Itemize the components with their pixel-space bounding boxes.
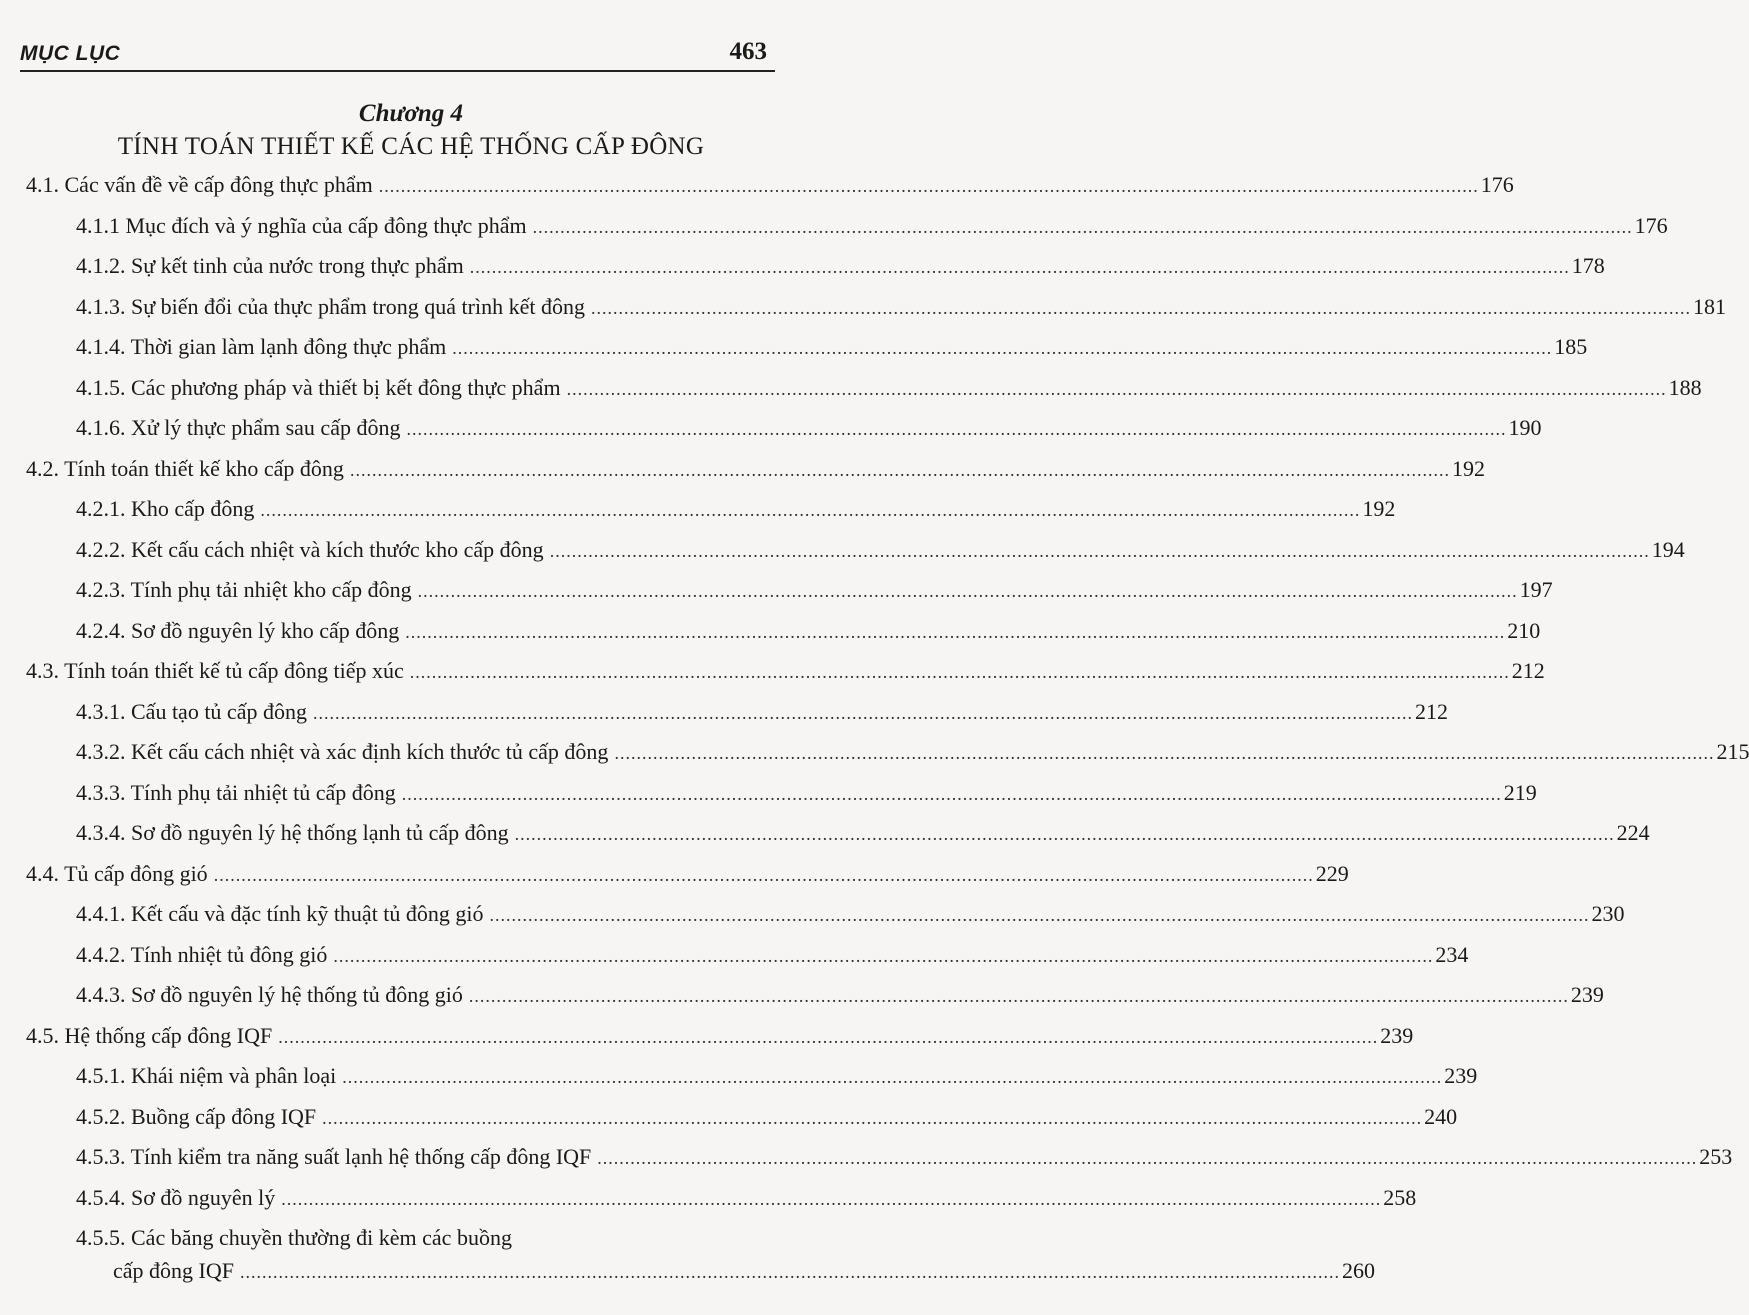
toc-entry	[76, 209, 1668, 243]
toc-leader-dots: ........................................................................................................................................................................................................	[614, 743, 1715, 763]
header-section-title: MỤC LỤC	[20, 42, 121, 65]
toc-leader-dots: ........................................................................................................................................................................................................	[312, 702, 1413, 723]
toc-page-number: 219	[1503, 779, 1537, 805]
toc-page-number: 185	[1554, 334, 1588, 359]
toc-entry-text: 4.4. Tủ cấp đông gió	[26, 860, 208, 886]
toc-page-number: 176	[1634, 212, 1668, 238]
toc-leader-dots: ........................................................................................................................................................................................................	[333, 945, 1434, 966]
toc-entry	[76, 1059, 1478, 1093]
toc-leader-dots: ........................................................................................................................................................................................................	[597, 1148, 1698, 1168]
toc-entry-text: 4.5. Hệ thống cấp đông IQF	[26, 1022, 273, 1048]
toc-entry-text: 4.4.2. Tính nhiệt tủ đông gió	[76, 941, 328, 967]
toc-entry-text: 4.5.2. Buồng cấp đông IQF	[76, 1103, 317, 1129]
toc-page-number: 224	[1616, 820, 1650, 845]
toc-entry-text: 4.2.4. Sơ đồ nguyên lý kho cấp đông	[76, 617, 400, 643]
toc-leader-dots: ........................................................................................................................................................................................................	[566, 378, 1667, 399]
toc-page-number: 240	[1424, 1103, 1458, 1129]
toc-entry-text: 4.1.4. Thời gian làm lạnh đông thực phẩm	[76, 334, 447, 359]
toc-page-number: 178	[1571, 253, 1605, 278]
toc-page-number: 188	[1668, 374, 1702, 400]
toc-entry-text: 4.1.1 Mục đích và ý nghĩa của cấp đông thực phẩm	[76, 212, 527, 238]
toc-leader-dots: ........................................................................................................................................................................................................	[213, 864, 1314, 885]
toc-entry-text: 4.5.5. Các băng chuyền thường đi kèm các buồng	[76, 1225, 512, 1250]
toc-page-number: 212	[1414, 698, 1448, 724]
toc-entry-text: 4.5.4. Sơ đồ nguyên lý	[76, 1184, 276, 1210]
toc-entry	[76, 371, 1702, 405]
toc-leader-dots: ........................................................................................................................................................................................................	[342, 1067, 1443, 1087]
toc-entry-text: 4.2.1. Kho cấp đông	[76, 496, 255, 521]
toc-page-number: 212	[1511, 658, 1545, 683]
toc-page-number: 230	[1591, 901, 1625, 926]
toc-leader-dots: ........................................................................................................................................................................................................	[409, 662, 1510, 682]
toc-entry	[26, 857, 1349, 891]
toc-leader-dots: ........................................................................................................................................................................................................	[591, 297, 1691, 318]
toc-leader-dots: ........................................................................................................................................................................................................	[401, 783, 1502, 804]
toc-page-number: 194	[1651, 536, 1685, 562]
toc-leader-dots: ........................................................................................................................................................................................................	[322, 1107, 1423, 1128]
toc-entry-text: 4.2.3. Tính phụ tải nhiệt kho cấp đông	[76, 577, 412, 602]
toc-leader-dots: ........................................................................................................................................................................................................	[417, 581, 1518, 601]
toc-leader-dots: ........................................................................................................................................................................................................	[278, 1026, 1379, 1047]
toc-entry-text: 4.4.3. Sơ đồ nguyên lý hệ thống tủ đông gió	[76, 982, 463, 1007]
toc-leader-dots: ........................................................................................................................................................................................................	[378, 176, 1479, 196]
toc-entry-text: 4.3.3. Tính phụ tải nhiệt tủ cấp đông	[76, 779, 396, 805]
toc-entry	[76, 492, 1396, 526]
page-header	[20, 36, 775, 72]
toc-entry-text: 4.1. Các vấn đề về cấp đông thực phẩm	[26, 172, 373, 197]
toc-entry-text: 4.3.1. Cấu tạo tủ cấp đông	[76, 698, 307, 724]
header-page-number: 463	[729, 38, 767, 65]
toc-entry-text: 4.2.2. Kết cấu cách nhiệt và kích thước kho cấp đông	[76, 536, 544, 562]
toc-leader-dots: ........................................................................................................................................................................................................	[405, 621, 1506, 642]
toc-page-number: 181	[1693, 293, 1726, 319]
toc-page-number: 239	[1380, 1022, 1414, 1048]
toc-entry	[76, 533, 1685, 567]
toc-leader-dots: ........................................................................................................................................................................................................	[468, 986, 1569, 1006]
toc-page-number: 190	[1508, 415, 1542, 440]
toc-page-number: 197	[1519, 577, 1553, 602]
toc-entry	[76, 290, 1726, 324]
toc-entry	[76, 330, 1588, 364]
toc-page-number: 210	[1507, 617, 1541, 643]
toc-page-number: 192	[1362, 496, 1396, 521]
toc-entry	[26, 168, 1514, 202]
toc-page-number: 239	[1570, 982, 1604, 1007]
toc-entry	[76, 816, 1650, 850]
toc-entry	[26, 654, 1545, 688]
toc-page-number: 253	[1699, 1144, 1733, 1169]
toc-entry	[76, 897, 1625, 931]
toc-leader-dots: ........................................................................................................................................................................................................	[281, 1188, 1382, 1209]
chapter-title: TÍNH TOÁN THIẾT KẾ CÁC HỆ THỐNG CẤP ĐÔNG	[117, 133, 705, 160]
toc-leader-dots: ........................................................................................................................................................................................................	[260, 500, 1361, 520]
toc-leader-dots: ........................................................................................................................................................................................................	[549, 540, 1650, 561]
toc-leader-dots: ........................................................................................................................................................................................................	[489, 905, 1590, 925]
toc-page-number: 258	[1383, 1184, 1417, 1210]
toc-page-number: 215	[1716, 739, 1749, 764]
toc-leader-dots: ........................................................................................................................................................................................................	[349, 459, 1450, 480]
toc-entry	[76, 411, 1542, 445]
toc-entry-text: 4.3.2. Kết cấu cách nhiệt và xác định kích thước tủ cấp đông	[76, 739, 609, 764]
toc-entry	[76, 1100, 1458, 1134]
toc-entry	[113, 1254, 1375, 1288]
toc-entry	[76, 573, 1553, 607]
toc-entry-text: cấp đông IQF	[113, 1258, 234, 1284]
toc-entry-text: 4.4.1. Kết cấu và đặc tính kỹ thuật tủ đông gió	[76, 901, 484, 926]
toc-entry-text: 4.5.3. Tính kiểm tra năng suất lạnh hệ thống cấp đông IQF	[76, 1144, 592, 1169]
toc-leader-dots: ........................................................................................................................................................................................................	[514, 824, 1615, 844]
toc-leader-dots: ........................................................................................................................................................................................................	[469, 257, 1570, 277]
toc-entry	[76, 735, 1749, 769]
toc-page-number: 234	[1435, 941, 1469, 967]
toc-page-number: 192	[1451, 455, 1485, 481]
toc-entry	[76, 1140, 1733, 1174]
toc-entry	[76, 695, 1448, 729]
toc-entry-text: 4.5.1. Khái niệm và phân loại	[76, 1063, 337, 1088]
toc-entry	[76, 1181, 1417, 1215]
toc-page-number: 176	[1480, 172, 1514, 197]
toc-entry-text: 4.1.5. Các phương pháp và thiết bị kết đông thực phẩm	[76, 374, 561, 400]
toc-leader-dots: ........................................................................................................................................................................................................	[239, 1262, 1340, 1283]
toc-entry-text: 4.1.6. Xử lý thực phẩm sau cấp đông	[76, 415, 401, 440]
toc-entry	[76, 249, 1605, 283]
toc-entry	[76, 938, 1469, 972]
toc-entry	[26, 452, 1485, 486]
toc-entry-text: 4.1.2. Sự kết tinh của nước trong thực phẩm	[76, 253, 464, 278]
toc-entry	[26, 1019, 1414, 1053]
toc-entry-text: 4.1.3. Sự biến đổi của thực phẩm trong quá trình kết đông	[76, 293, 585, 319]
toc-entry-text: 4.2. Tính toán thiết kế kho cấp đông	[26, 455, 344, 481]
toc-entry	[76, 978, 1604, 1012]
toc-leader-dots: ........................................................................................................................................................................................................	[532, 216, 1633, 237]
toc-page-number: 229	[1315, 860, 1349, 886]
toc-entry	[76, 776, 1537, 810]
toc-entry	[76, 614, 1541, 648]
toc-page-number: 260	[1341, 1258, 1375, 1284]
toc-leader-dots: ........................................................................................................................................................................................................	[452, 338, 1553, 358]
toc-entry-text: 4.3.4. Sơ đồ nguyên lý hệ thống lạnh tủ cấp đông	[76, 820, 509, 845]
chapter-label: Chương 4	[358, 100, 464, 127]
toc-leader-dots: ........................................................................................................................................................................................................	[406, 419, 1507, 439]
toc-entry-text: 4.3. Tính toán thiết kế tủ cấp đông tiếp xúc	[26, 658, 404, 683]
toc-page-number: 239	[1444, 1063, 1478, 1088]
